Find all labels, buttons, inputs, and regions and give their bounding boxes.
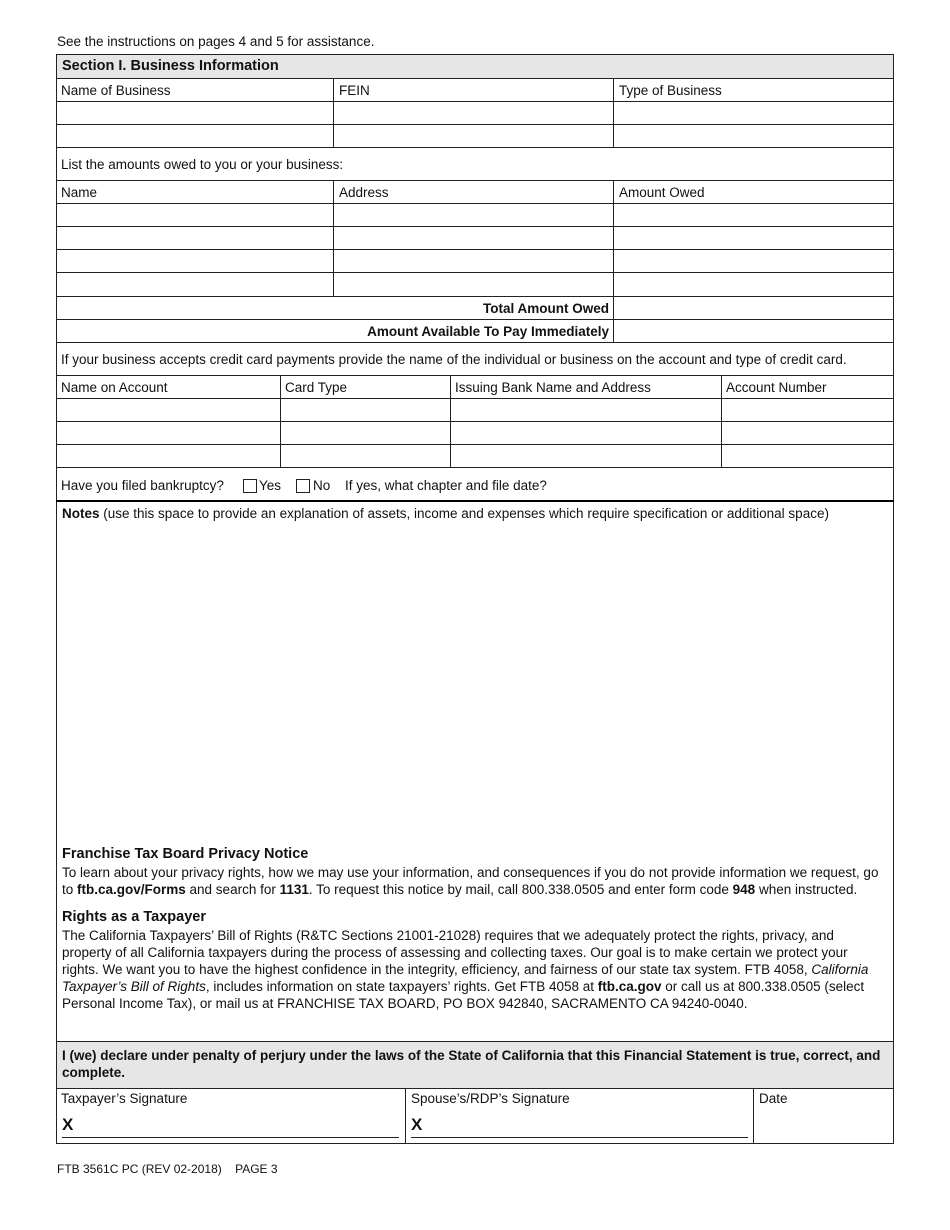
form-id: FTB 3561C PC (REV 02-2018): [57, 1162, 222, 1176]
rule: [62, 1137, 399, 1138]
rights-line3: rights. We want you to have the highest confidence in the integrity, efficiency, and fairness of our state tax system. FTB 4058,: [62, 962, 812, 977]
notes-title: Notes: [62, 506, 100, 521]
label-name-of-business: Name of Business: [61, 83, 171, 98]
col-issuing-bank: Issuing Bank Name and Address: [455, 380, 651, 395]
business-name-input[interactable]: [57, 102, 332, 124]
bankruptcy-followup: If yes, what chapter and file date?: [345, 478, 547, 493]
rights-line4-a: , includes information on state taxpayers’ rights. Get FTB 4058 at: [205, 979, 598, 994]
rule: [753, 1088, 754, 1144]
rights-line5: Personal Income Tax), or mail us at FRANCHISE TAX BOARD, PO BOX 942840, SACRAMENTO CA 94240-0040.: [62, 996, 748, 1011]
rule: [333, 180, 334, 296]
privacy-line2-a: to: [62, 882, 78, 897]
rule: [450, 375, 451, 467]
privacy-line2-b: and search for: [185, 882, 280, 897]
col-name: Name: [61, 185, 98, 200]
issuing-bank-input[interactable]: [451, 399, 720, 421]
rule: [56, 226, 894, 227]
privacy-line2-d: when instructed.: [755, 882, 858, 897]
rule: [56, 124, 894, 125]
total-amount-owed-label: Total Amount Owed: [483, 301, 609, 316]
rule: [721, 375, 722, 467]
rule: [56, 342, 894, 343]
col-name-on-account: Name on Account: [61, 380, 168, 395]
account-name-input[interactable]: [57, 399, 279, 421]
privacy-line2-c: . To request this notice by mail, call 800.338.0505 and enter form code: [308, 882, 733, 897]
privacy-forms-link[interactable]: ftb.ca.gov/Forms: [77, 882, 186, 897]
declaration-text: I (we) declare under penalty of perjury under the laws of the State of California that this Financial Statement is true, correct, and complete.: [62, 1048, 881, 1080]
amounts-intro: List the amounts owed to you or your business:: [61, 157, 344, 172]
rule: [56, 375, 894, 376]
rule: [56, 467, 894, 468]
privacy-title: Franchise Tax Board Privacy Notice: [62, 846, 309, 862]
notes-description: (use this space to provide an explanation of assets, income and expenses which require specification or additional space): [103, 506, 829, 521]
owed-row-address[interactable]: [334, 204, 612, 226]
col-card-type: Card Type: [285, 380, 348, 395]
credit-intro: If your business accepts credit card payments provide the name of the individual or business on the account and type of credit card.: [61, 352, 847, 367]
bankruptcy-no-checkbox[interactable]: [296, 479, 310, 493]
spouse-signature-field[interactable]: [429, 1112, 747, 1136]
taxpayer-x-mark: X: [62, 1115, 74, 1134]
instructions-note: See the instructions on pages 4 and 5 for assistance.: [57, 34, 375, 49]
rights-title: Rights as a Taxpayer: [62, 909, 206, 925]
col-account-number: Account Number: [726, 380, 827, 395]
notes-area[interactable]: [57, 528, 893, 840]
rights-line4-italic: Taxpayer’s Bill of Rights: [62, 979, 206, 994]
rule: [56, 272, 894, 273]
rights-line3-italic: California: [811, 962, 869, 977]
card-type-input[interactable]: [281, 399, 449, 421]
bankruptcy-yes-checkbox[interactable]: [243, 479, 257, 493]
total-amount-owed-input[interactable]: [614, 297, 892, 319]
privacy-search-code: 1131: [279, 882, 309, 897]
footer: [57, 1162, 278, 1176]
privacy-line1: To learn about your privacy rights, how we may use your information, and consequences if you do not provide information we request, go: [62, 865, 879, 880]
rule: [56, 444, 894, 445]
col-amount-owed: Amount Owed: [619, 185, 705, 200]
rule: [411, 1137, 748, 1138]
amount-available-label: Amount Available To Pay Immediately: [367, 324, 609, 339]
rights-ftb-link[interactable]: ftb.ca.gov: [597, 979, 662, 994]
owed-row-amount[interactable]: [614, 204, 892, 226]
rights-line4-b: or call us at 800.338.0505 (select: [661, 979, 865, 994]
col-address: Address: [339, 185, 389, 200]
rule: [56, 78, 894, 79]
rule: [280, 375, 281, 467]
bankruptcy-yes-label: Yes: [259, 478, 282, 493]
label-type-of-business: Type of Business: [619, 83, 722, 98]
date-field[interactable]: [755, 1108, 891, 1140]
rule: [56, 147, 894, 148]
section1-title: Section I. Business Information: [62, 58, 279, 74]
rights-text: [62, 927, 892, 1012]
page-number: PAGE 3: [235, 1162, 278, 1176]
rule: [56, 1088, 894, 1089]
date-label: Date: [759, 1091, 788, 1106]
spouse-x-mark: X: [411, 1115, 423, 1134]
rights-line1: The California Taxpayers’ Bill of Rights (R&TC Sections 21001-21028) requires that we adequately protect the rights, privacy, and: [62, 928, 834, 943]
bankruptcy-question: Have you filed bankruptcy?: [61, 478, 224, 493]
rule: [56, 1143, 894, 1144]
privacy-text: [62, 864, 892, 898]
taxpayer-signature-field[interactable]: [80, 1112, 398, 1136]
rule: [56, 500, 894, 502]
rule: [56, 249, 894, 250]
taxpayer-signature-label: Taxpayer’s Signature: [61, 1091, 188, 1106]
owed-row-name[interactable]: [57, 204, 332, 226]
spouse-signature-label: Spouse’s/RDP’s Signature: [411, 1091, 570, 1106]
rule: [405, 1088, 406, 1144]
type-of-business-input[interactable]: [614, 102, 892, 124]
rule: [56, 180, 894, 181]
fein-input[interactable]: [334, 102, 612, 124]
bankruptcy-no-label: No: [313, 478, 331, 493]
rights-line2: property of all California taxpayers during the process of assessing and collecting taxes. Our goal is to make certain we protect your: [62, 945, 848, 960]
notes-heading: [62, 506, 829, 521]
frame-right: [893, 54, 894, 1144]
amount-available-input[interactable]: [614, 320, 892, 342]
account-number-input[interactable]: [722, 399, 892, 421]
label-fein: FEIN: [339, 83, 370, 98]
rule: [56, 421, 894, 422]
privacy-form-code: 948: [732, 882, 756, 897]
